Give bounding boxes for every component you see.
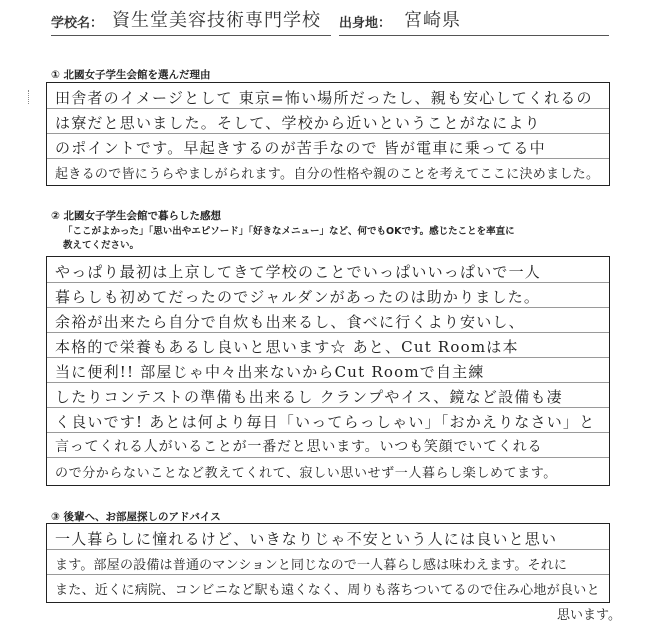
origin-underline	[339, 35, 609, 36]
school-name-label: 学校名：	[51, 16, 104, 31]
ruled-line	[47, 549, 609, 550]
section-3-title: ③ 後輩へ、お部屋探しのアドバイス	[51, 511, 221, 523]
section-2-line-8: 言ってくれる人がいることが一番だと思います。いつも笑顔でいてくれる	[55, 439, 543, 455]
section-1-line-2: は寮だと思いました。そして、学校から近いということがなにより	[55, 114, 541, 132]
section-2-instruction-line-2: 教えてください。	[63, 240, 140, 251]
ruled-line	[47, 133, 609, 134]
section-1-line-1: 田舎者のイメージとして 東京=怖い場所だったし、親も安心してくれるの	[55, 89, 593, 107]
ruled-line	[47, 357, 609, 358]
origin-value: 宮崎県	[404, 10, 461, 31]
ruled-line	[47, 158, 609, 159]
section-3-line-2: ます。部屋の設備は普通のマンションと同じなので一人暮らし感は味わえます。それに	[55, 558, 568, 573]
section-1-answer-box	[46, 82, 610, 186]
origin-label: 出身地：	[339, 16, 392, 31]
ruled-line	[47, 108, 609, 109]
section-2-line-6: したりコンテストの準備も出来るし クランプやイス、鏡など設備も凄	[55, 388, 563, 406]
section-1-line-3: のポイントです。早起きするのが苦手なので 皆が電車に乗ってる中	[55, 139, 546, 157]
section-2-line-9: ので分からないことなど教えてくれて、寂しい思いせず一人暮らし楽しめてます。	[55, 466, 557, 481]
ruled-line	[47, 407, 609, 408]
ruled-line	[47, 457, 609, 458]
section-3-line-1: 一人暮らしに憧れるけど、いきなりじゃ不安という人には良いと思い	[55, 530, 558, 548]
ruled-line	[47, 282, 609, 283]
section-1-title: ① 北國女子学生会館を選んだ理由	[51, 69, 211, 81]
section-2-line-7: く良いです! あとは何より毎日「いってらっしゃい」「おかえりなさい」と	[55, 413, 596, 431]
ruled-line	[47, 307, 609, 308]
section-3-answer-box	[46, 523, 610, 603]
section-3-line-3: また、近くに病院、コンビニなど駅も遠くなく、周りも落ちついてるので住み心地が良いと	[55, 583, 600, 598]
section-2-line-5: 当に便利!! 部屋じゃ中々出来ないからCut Roomで自主練	[55, 363, 485, 381]
section-2-title: ② 北國女子学生会館で暮らした感想	[51, 210, 222, 222]
ruled-line	[47, 574, 609, 575]
section-2-answer-box	[46, 256, 610, 486]
section-2-line-3: 余裕が出来たら自分で自炊も出来るし、食べに行くより安いし、	[55, 313, 525, 331]
section-1-line-4: 起きるので皆にうらやましがられます。自分の性格や親のことを考えてここに決めました。	[55, 167, 600, 182]
ruled-line	[47, 332, 609, 333]
ruled-line	[47, 382, 609, 383]
section-2-line-1: やっぱり最初は上京してきて学校のことでいっぱいいっぱいで一人	[55, 263, 542, 281]
margin-mark	[28, 90, 29, 104]
section-3-trailing-text: 思います。	[557, 608, 621, 623]
section-2-line-2: 暮らしも初めてだったのでジャルダンがあったのは助かりました。	[55, 288, 541, 306]
section-2-instruction-line-1: 「ここがよかった」「思い出やエピソード」「好きなメニュー」など、何でもOKです。感じたことを率直に	[63, 226, 515, 237]
school-name-underline	[51, 35, 331, 36]
ruled-line	[47, 432, 609, 433]
school-name-value: 資生堂美容技術専門学校	[112, 10, 321, 31]
section-2-line-4: 本格的で栄養もあるし良いと思います☆ あと、Cut Roomは本	[55, 338, 519, 356]
